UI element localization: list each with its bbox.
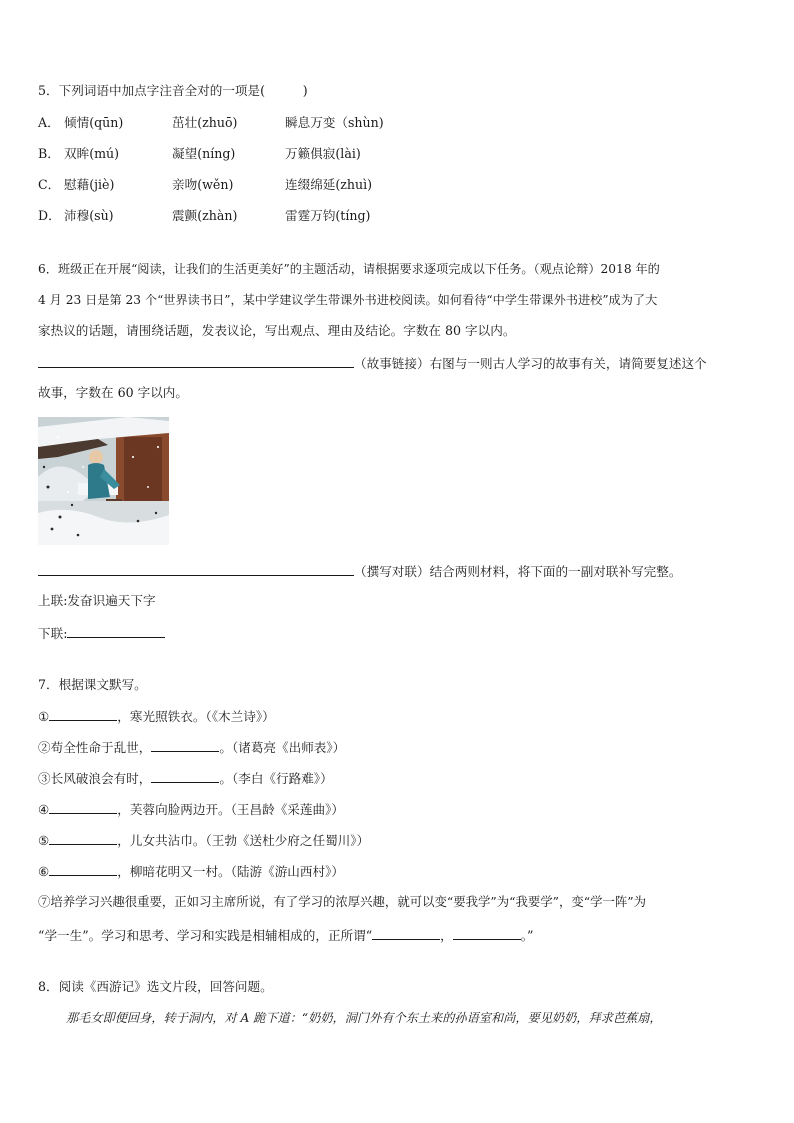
answer-blank[interactable] [38, 354, 354, 368]
q8-stem: 8．阅读《西游记》选文片段，回答问题。 [38, 979, 273, 994]
q5-option-d [38, 208, 538, 224]
recitation-item [38, 707, 275, 725]
answer-blank[interactable] [38, 562, 354, 576]
q5-stem: 5．下列词语中加点字注音全对的一项是( ) [38, 83, 308, 98]
option-word-3: 连缀绵延(zhuì) [285, 177, 373, 192]
couplet-lower-row [38, 624, 165, 642]
scholar-in-snow-illustration [38, 417, 169, 545]
q6-line-2: 4 月 23 日是第 23 个“世界读书日”，某中学建议学生带课外书进校阅读。如何看待“中学生带课外书进校”成为了大 [38, 293, 658, 307]
couplet-upper: 上联:发奋识遍天下字 [38, 593, 156, 608]
item-text: 苟全性命于乱世， [50, 740, 152, 755]
option-word-3: 万籁俱寂(lài) [285, 146, 361, 161]
story-prompt: （故事链接）右图与一则古人学习的故事有关，请简要复述这个 [354, 356, 707, 371]
item-text: ， [440, 928, 453, 943]
item-text: 。” [520, 928, 534, 943]
recitation-item [38, 769, 333, 787]
answer-blank[interactable] [151, 769, 219, 783]
option-letter: B． [38, 146, 60, 161]
item-text: ，芙蓉向脸两边开。（王昌龄《采莲曲》） [117, 802, 344, 817]
item-text: 长风破浪会有时， [50, 771, 152, 786]
q6-story-row [38, 354, 707, 372]
couplet-lower-label: 下联: [38, 626, 68, 641]
answer-blank[interactable] [49, 800, 117, 814]
recitation-item [38, 831, 369, 849]
item-text: 。（诸葛亮《出师表》） [219, 740, 346, 755]
q7-stem: 7．根据课文默写。 [38, 677, 147, 692]
q6-couplet-row [38, 562, 681, 580]
recitation-item [38, 800, 344, 818]
option-word-1: 双眸(mú) [64, 146, 120, 161]
answer-blank[interactable] [49, 831, 117, 845]
answer-blank[interactable] [453, 926, 521, 940]
answer-blank[interactable] [372, 926, 440, 940]
item-text: 。（李白《行路难》） [219, 771, 333, 786]
option-word-1: 沛穆(sù) [64, 208, 114, 223]
item-number: ④ [38, 802, 50, 817]
item-number: ② [38, 740, 51, 755]
answer-blank[interactable] [67, 624, 165, 638]
option-letter: A． [38, 115, 60, 130]
recitation-item [38, 738, 345, 756]
item-text: ，柳暗花明又一村。（陆游《游山西村》） [117, 864, 344, 879]
option-letter: D． [38, 208, 61, 223]
q6-line-1: 6．班级正在开展“阅读，让我们的生活更美好”的主题活动，请根据要求逐项完成以下任务。（观点论辩）2018 年的 [38, 262, 660, 276]
option-word-2: 震颤(zhàn) [172, 208, 238, 223]
item-number: ① [38, 709, 50, 724]
item-number: ⑤ [38, 833, 50, 848]
item-text: “学一生”。学习和思考、学习和实践是相辅相成的，正所谓“ [38, 928, 373, 943]
item-number: ③ [38, 771, 51, 786]
answer-blank[interactable] [49, 862, 117, 876]
option-letter: C． [38, 177, 61, 192]
q5-option-a [38, 115, 538, 131]
recitation-item-7-line-2 [38, 926, 534, 944]
option-word-2: 茁壮(zhuō) [172, 115, 238, 130]
item-text: ，儿女共沾巾。（王勃《送杜少府之任蜀川》） [117, 833, 370, 848]
q6-line-3: 家热议的话题，请围绕话题，发表议论，写出观点、理由及结论。字数在 80 字以内。 [38, 323, 516, 338]
option-word-1: 慰藉(jiè) [64, 177, 115, 192]
answer-blank[interactable] [151, 738, 219, 752]
q5-option-c [38, 177, 538, 193]
q6-story-row-2: 故事，字数在 60 字以内。 [38, 385, 188, 400]
option-word-1: 倾情(qūn) [64, 115, 124, 130]
recitation-item-7-line-1: ⑦培养学习兴趣很重要，正如习主席所说，有了学习的浓厚兴趣，就可以变“要我学”为“我要学”，变“学一阵”为 [38, 894, 646, 909]
option-word-3: 瞬息万变（shùn) [285, 115, 384, 130]
q5-option-b [38, 146, 538, 162]
answer-blank[interactable] [49, 707, 117, 721]
recitation-item [38, 862, 344, 880]
q8-excerpt: 那毛女即便回身，转于洞内，对 A 跪下道：“奶奶，洞门外有个东土来的孙语室和尚，要见奶奶，拜求芭蕉扇， [66, 1011, 662, 1025]
couplet-prompt: （撰写对联）结合两则材料，将下面的一副对联补写完整。 [354, 564, 682, 579]
option-word-2: 亲吻(wěn) [172, 177, 234, 192]
option-word-2: 凝望(níng) [172, 146, 236, 161]
option-word-3: 雷霆万钧(tíng) [285, 208, 371, 223]
item-number: ⑥ [38, 864, 50, 879]
item-text: ，寒光照铁衣。（《木兰诗》） [117, 709, 275, 724]
